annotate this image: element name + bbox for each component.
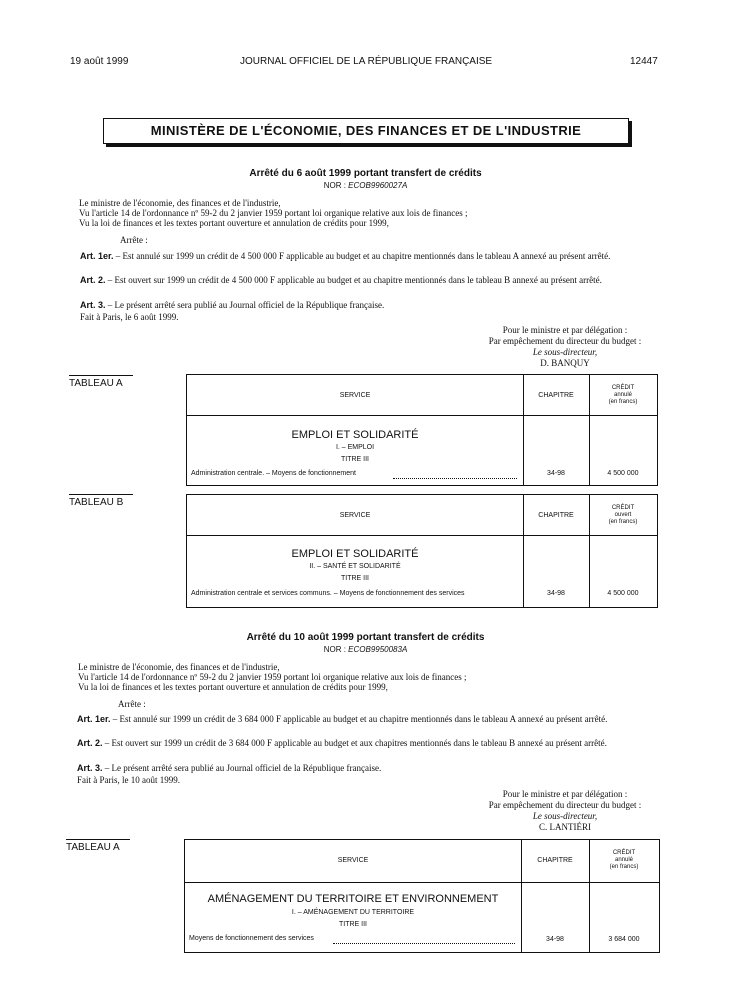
signature-title: Le sous-directeur, (532, 347, 598, 357)
amount-value: 4 500 000 (607, 590, 639, 597)
header-chapitre: CHAPITRE (537, 857, 573, 864)
subsection-name: I. – AMÉNAGEMENT DU TERRITOIRE (291, 909, 415, 916)
header-credit-line: (en francs) (608, 399, 638, 405)
section-name: EMPLOI ET SOLIDARITÉ (291, 429, 419, 441)
signed-date: Fait à Paris, le 10 août 1999. (77, 775, 180, 785)
article-3 (80, 300, 384, 310)
table-label: TABLEAU A (69, 375, 133, 389)
signature-line: Pour le ministre et par délégation : (502, 789, 628, 799)
arrete-keyword: Arrête : (120, 235, 148, 245)
subsection-name: I. – EMPLOI (335, 444, 375, 451)
article-text: – Le présent arrêté sera publié au Journal officiel de la République française. (105, 300, 385, 310)
article-label: Art. 2. (80, 275, 106, 285)
table-label: TABLEAU B (69, 494, 133, 508)
header-journal: JOURNAL OFFICIEL DE LA RÉPUBLIQUE FRANÇAISE (240, 56, 493, 67)
header-credit-line: (en francs) (608, 519, 638, 525)
section-name: AMÉNAGEMENT DU TERRITOIRE ET ENVIRONNEMENT (207, 893, 499, 905)
header-credit-line: CRÉDIT (611, 505, 635, 511)
header-credit-line: annulé (614, 857, 634, 863)
preamble-line: Vu la loi de finances et les textes portant ouverture et annulation de crédits pour 1999, (78, 682, 388, 692)
line-label: Administration centrale et services communs. – Moyens de fonctionnement des services (191, 590, 465, 597)
signed-date: Fait à Paris, le 6 août 1999. (80, 312, 179, 322)
signatory-name: D. BANQUY (540, 358, 590, 368)
header-service: SERVICE (339, 392, 371, 399)
article-text: – Est annulé sur 1999 un crédit de 3 684 000 F applicable au budget et au chapitre mentionnés dans le tableau A annexé au présent arrêté. (110, 714, 608, 724)
signature-block (440, 325, 690, 369)
chapitre-value: 34-98 (547, 590, 565, 597)
header-page-number: 12447 (630, 56, 658, 67)
article-1 (70, 252, 676, 261)
chapitre-value: 34-98 (546, 936, 564, 943)
preamble-line: Vu la loi de finances et les textes portant ouverture et annulation de crédits pour 1999, (79, 218, 389, 228)
preamble-line: Le ministre de l'économie, des finances et de l'industrie, (78, 662, 280, 672)
header-chapitre: CHAPITRE (538, 512, 574, 519)
header-credit-line: ouvert (614, 512, 632, 518)
article-text: – Est annulé sur 1999 un crédit de 4 500 000 F applicable au budget et au chapitre mentionnés dans le tableau A annexé au présent arrêté. (113, 251, 611, 261)
line-label: Moyens de fonctionnement des services (189, 935, 314, 942)
header-service: SERVICE (339, 512, 371, 519)
header-credit-line: CRÉDIT (612, 850, 636, 856)
header-credit-line: annulé (613, 392, 633, 398)
titre-name: TITRE III (341, 575, 369, 582)
amount-value: 3 684 000 (608, 936, 640, 943)
nor-prefix: NOR : (323, 181, 349, 190)
section-name: EMPLOI ET SOLIDARITÉ (291, 548, 419, 560)
signature-line: Pour le ministre et par délégation : (502, 325, 628, 335)
ministry-title: MINISTÈRE DE L'ÉCONOMIE, DES FINANCES ET DE L'INDUSTRIE (103, 118, 629, 144)
article-label: Art. 2. (77, 738, 103, 748)
nor-code: ECOB9950083A (348, 645, 408, 654)
titre-name: TITRE III (341, 456, 369, 463)
article-label: Art. 1er. (80, 251, 114, 261)
header-credit-line: CRÉDIT (611, 385, 635, 391)
credit-table (184, 839, 660, 953)
header-credit (589, 850, 659, 871)
nor-reference (0, 181, 731, 190)
header-chapitre: CHAPITRE (538, 392, 574, 399)
arrete-title: Arrêté du 10 août 1999 portant transfert de crédits (246, 632, 485, 643)
amount-value: 4 500 000 (607, 470, 639, 477)
arrete-keyword: Arrête : (118, 699, 146, 709)
nor-prefix: NOR : (323, 645, 349, 654)
article-label: Art. 3. (80, 300, 106, 310)
article-text: – Est ouvert sur 1999 un crédit de 4 500 000 F applicable au budget et au chapitre mentionnés dans le tableau B annexé au présent arrêté. (105, 275, 602, 285)
article-2 (70, 276, 676, 285)
credit-table (186, 494, 658, 608)
table-label: TABLEAU A (66, 839, 130, 853)
header-date: 19 août 1999 (70, 56, 129, 67)
nor-code: ECOB9960027A (348, 181, 408, 190)
signature-line: Par empêchement du directeur du budget : (488, 336, 642, 346)
signature-block (440, 789, 690, 833)
article-text: – Le présent arrêté sera publié au Journal officiel de la République française. (102, 763, 382, 773)
header-service: SERVICE (337, 857, 369, 864)
nor-reference (0, 645, 731, 654)
credit-table (186, 374, 658, 486)
chapitre-value: 34-98 (547, 470, 565, 477)
titre-name: TITRE III (339, 921, 367, 928)
article-text: – Est ouvert sur 1999 un crédit de 3 684 000 F applicable au budget et aux chapitres mentionnés dans le tableau B annexé au présent arrêté. (102, 738, 607, 748)
subsection-name: II. – SANTÉ ET SOLIDARITÉ (309, 563, 401, 570)
article-label: Art. 3. (77, 763, 103, 773)
preamble-line: Vu l'article 14 de l'ordonnance nº 59-2 du 2 janvier 1959 portant loi organique relative aux lois de finances ; (79, 208, 468, 218)
article-1 (67, 715, 681, 724)
article-2 (67, 739, 681, 748)
header-credit (589, 505, 657, 526)
header-credit (589, 385, 657, 406)
arrete-title: Arrêté du 6 août 1999 portant transfert de crédits (249, 168, 482, 179)
signature-title: Le sous-directeur, (532, 811, 598, 821)
article-3 (77, 763, 381, 773)
header-credit-line: (en francs) (609, 864, 639, 870)
article-label: Art. 1er. (77, 714, 111, 724)
line-label: Administration centrale. – Moyens de fonctionnement (191, 470, 356, 477)
signature-line: Par empêchement du directeur du budget : (488, 800, 642, 810)
signatory-name: C. LANTIÉRI (539, 822, 591, 832)
preamble-line: Le ministre de l'économie, des finances et de l'industrie, (79, 198, 281, 208)
preamble-line: Vu l'article 14 de l'ordonnance nº 59-2 du 2 janvier 1959 portant loi organique relative aux lois de finances ; (78, 672, 467, 682)
